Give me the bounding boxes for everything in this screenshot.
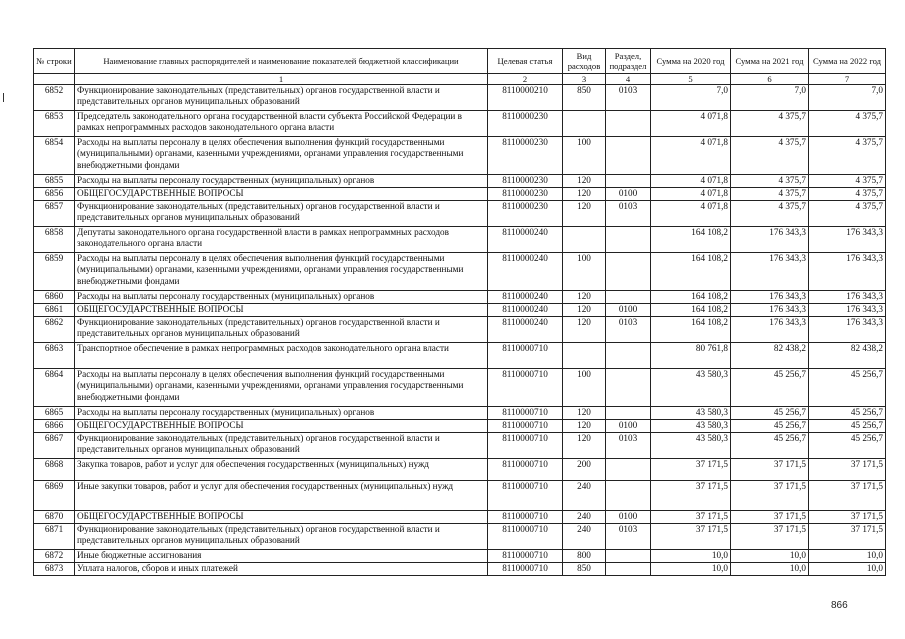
row-name: Расходы на выплаты персоналу в целях обеспечения выполнения функций государственными (муниципальными) органами, казенными учреждениями, органами управления государственными внебюджетными фондами xyxy=(75,253,488,291)
row-target-article: 8110000710 xyxy=(488,550,563,563)
row-number: 6867 xyxy=(34,433,75,459)
row-expense-type: 200 xyxy=(563,459,606,481)
row-section: 0100 xyxy=(606,304,651,317)
row-name: Функционирование законодательных (представительных) органов государственной власти и представительных органов муниципальных образований xyxy=(75,524,488,550)
row-expense-type: 100 xyxy=(563,369,606,407)
row-sum-2021: 45 256,7 xyxy=(731,407,809,420)
row-target-article: 8110000710 xyxy=(488,343,563,369)
row-sum-2021: 176 343,3 xyxy=(731,253,809,291)
header-row-no: № строки xyxy=(34,49,75,74)
margin-mark xyxy=(3,93,4,102)
header-row xyxy=(34,49,886,74)
row-target-article: 8110000710 xyxy=(488,369,563,407)
row-sum-2021: 37 171,5 xyxy=(731,511,809,524)
row-sum-2021: 7,0 xyxy=(731,85,809,111)
row-expense-type: 240 xyxy=(563,524,606,550)
row-sum-2020: 164 108,2 xyxy=(651,291,731,304)
row-target-article: 8110000230 xyxy=(488,188,563,201)
row-sum-2022: 176 343,3 xyxy=(809,227,886,253)
row-sum-2021: 176 343,3 xyxy=(731,227,809,253)
row-name: Иные закупки товаров, работ и услуг для обеспечения государственных (муниципальных) нужд xyxy=(75,481,488,511)
row-sum-2021: 4 375,7 xyxy=(731,137,809,175)
row-name: Функционирование законодательных (представительных) органов государственной власти и представительных органов муниципальных образований xyxy=(75,85,488,111)
row-section xyxy=(606,227,651,253)
row-sum-2022: 176 343,3 xyxy=(809,304,886,317)
row-section: 0103 xyxy=(606,85,651,111)
row-target-article: 8110000230 xyxy=(488,201,563,227)
row-name: Расходы на выплаты персоналу в целях обеспечения выполнения функций государственными (муниципальными) органами, казенными учреждениями, органами управления государственными внебюджетными фондами xyxy=(75,137,488,175)
row-number: 6871 xyxy=(34,524,75,550)
row-sum-2020: 164 108,2 xyxy=(651,317,731,343)
row-number: 6856 xyxy=(34,188,75,201)
table-row xyxy=(34,253,886,291)
column-number: 1 xyxy=(75,74,488,85)
row-section xyxy=(606,563,651,576)
row-number: 6854 xyxy=(34,137,75,175)
table-row xyxy=(34,550,886,563)
row-name: Расходы на выплаты персоналу государственных (муниципальных) органов xyxy=(75,175,488,188)
row-sum-2021: 37 171,5 xyxy=(731,481,809,511)
column-number: 3 xyxy=(563,74,606,85)
row-sum-2022: 45 256,7 xyxy=(809,369,886,407)
row-sum-2021: 4 375,7 xyxy=(731,188,809,201)
row-target-article: 8110000240 xyxy=(488,253,563,291)
table-row xyxy=(34,420,886,433)
row-sum-2022: 37 171,5 xyxy=(809,511,886,524)
row-sum-2022: 37 171,5 xyxy=(809,481,886,511)
column-number: 7 xyxy=(809,74,886,85)
row-target-article: 8110000240 xyxy=(488,227,563,253)
row-number: 6863 xyxy=(34,343,75,369)
row-number: 6862 xyxy=(34,317,75,343)
table-row xyxy=(34,304,886,317)
header-sum-2020: Сумма на 2020 год xyxy=(651,49,731,74)
row-expense-type: 850 xyxy=(563,563,606,576)
row-sum-2022: 82 438,2 xyxy=(809,343,886,369)
table-row xyxy=(34,137,886,175)
row-expense-type xyxy=(563,111,606,137)
column-number-row xyxy=(34,74,886,85)
row-sum-2021: 10,0 xyxy=(731,550,809,563)
row-target-article: 8110000710 xyxy=(488,459,563,481)
header-sum-2021: Сумма на 2021 год xyxy=(731,49,809,74)
row-number: 6868 xyxy=(34,459,75,481)
column-number: 4 xyxy=(606,74,651,85)
row-sum-2020: 164 108,2 xyxy=(651,304,731,317)
table-row xyxy=(34,481,886,511)
row-target-article: 8110000240 xyxy=(488,317,563,343)
row-sum-2022: 4 375,7 xyxy=(809,201,886,227)
row-sum-2020: 43 580,3 xyxy=(651,407,731,420)
row-name: Уплата налогов, сборов и иных платежей xyxy=(75,563,488,576)
row-sum-2020: 4 071,8 xyxy=(651,111,731,137)
row-sum-2020: 43 580,3 xyxy=(651,433,731,459)
row-sum-2021: 82 438,2 xyxy=(731,343,809,369)
row-expense-type: 100 xyxy=(563,137,606,175)
row-expense-type: 120 xyxy=(563,291,606,304)
row-number: 6857 xyxy=(34,201,75,227)
table-row xyxy=(34,563,886,576)
row-number: 6872 xyxy=(34,550,75,563)
budget-table xyxy=(33,48,886,576)
row-sum-2022: 7,0 xyxy=(809,85,886,111)
row-name: Председатель законодательного органа государственной власти субъекта Российской Федерации в рамках непрограммных расходов законодательного органа власти xyxy=(75,111,488,137)
table-row xyxy=(34,201,886,227)
row-section xyxy=(606,137,651,175)
row-expense-type: 240 xyxy=(563,481,606,511)
table-row xyxy=(34,433,886,459)
row-expense-type xyxy=(563,343,606,369)
row-name: Транспортное обеспечение в рамках непрограммных расходов законодательного органа власти xyxy=(75,343,488,369)
column-number: 5 xyxy=(651,74,731,85)
row-sum-2022: 4 375,7 xyxy=(809,111,886,137)
row-sum-2020: 4 071,8 xyxy=(651,201,731,227)
row-section xyxy=(606,175,651,188)
row-sum-2020: 4 071,8 xyxy=(651,188,731,201)
row-target-article: 8110000240 xyxy=(488,291,563,304)
row-target-article: 8110000710 xyxy=(488,563,563,576)
row-expense-type: 240 xyxy=(563,511,606,524)
row-expense-type: 120 xyxy=(563,304,606,317)
row-section xyxy=(606,253,651,291)
row-section: 0103 xyxy=(606,201,651,227)
row-sum-2022: 45 256,7 xyxy=(809,420,886,433)
row-number: 6873 xyxy=(34,563,75,576)
header-section: Раздел, подраздел xyxy=(606,49,651,74)
row-sum-2022: 4 375,7 xyxy=(809,188,886,201)
row-sum-2020: 4 071,8 xyxy=(651,137,731,175)
row-sum-2020: 10,0 xyxy=(651,550,731,563)
row-sum-2020: 43 580,3 xyxy=(651,369,731,407)
row-number: 6860 xyxy=(34,291,75,304)
header-target: Целевая статья xyxy=(488,49,563,74)
row-section xyxy=(606,111,651,137)
row-name: ОБЩЕГОСУДАРСТВЕННЫЕ ВОПРОСЫ xyxy=(75,304,488,317)
row-expense-type: 850 xyxy=(563,85,606,111)
table-header xyxy=(34,49,886,85)
row-number: 6858 xyxy=(34,227,75,253)
row-section: 0100 xyxy=(606,420,651,433)
table-row xyxy=(34,511,886,524)
row-expense-type: 100 xyxy=(563,253,606,291)
row-number: 6865 xyxy=(34,407,75,420)
row-sum-2022: 37 171,5 xyxy=(809,524,886,550)
row-number: 6864 xyxy=(34,369,75,407)
row-sum-2021: 4 375,7 xyxy=(731,201,809,227)
row-name: Расходы на выплаты персоналу в целях обеспечения выполнения функций государственными (муниципальными) органами, казенными учреждениями, органами управления государственными внебюджетными фондами xyxy=(75,369,488,407)
row-sum-2021: 45 256,7 xyxy=(731,433,809,459)
table-row xyxy=(34,407,886,420)
table-row xyxy=(34,188,886,201)
row-sum-2020: 164 108,2 xyxy=(651,253,731,291)
row-sum-2021: 10,0 xyxy=(731,563,809,576)
row-expense-type: 800 xyxy=(563,550,606,563)
row-sum-2020: 37 171,5 xyxy=(651,459,731,481)
header-sum-2022: Сумма на 2022 год xyxy=(809,49,886,74)
row-sum-2022: 10,0 xyxy=(809,550,886,563)
row-section xyxy=(606,343,651,369)
row-sum-2020: 43 580,3 xyxy=(651,420,731,433)
table-row xyxy=(34,227,886,253)
row-sum-2021: 37 171,5 xyxy=(731,459,809,481)
row-sum-2020: 37 171,5 xyxy=(651,524,731,550)
row-sum-2021: 176 343,3 xyxy=(731,317,809,343)
row-name: Расходы на выплаты персоналу государственных (муниципальных) органов xyxy=(75,291,488,304)
row-target-article: 8110000230 xyxy=(488,137,563,175)
row-sum-2022: 45 256,7 xyxy=(809,433,886,459)
row-sum-2021: 176 343,3 xyxy=(731,291,809,304)
row-section xyxy=(606,459,651,481)
row-target-article: 8110000240 xyxy=(488,304,563,317)
row-number: 6866 xyxy=(34,420,75,433)
row-expense-type: 120 xyxy=(563,188,606,201)
row-sum-2022: 45 256,7 xyxy=(809,407,886,420)
row-target-article: 8110000710 xyxy=(488,433,563,459)
row-target-article: 8110000710 xyxy=(488,420,563,433)
row-sum-2021: 4 375,7 xyxy=(731,175,809,188)
row-expense-type: 120 xyxy=(563,433,606,459)
row-name: Депутаты законодательного органа государственной власти в рамках непрограммных расходов законодательного органа власти xyxy=(75,227,488,253)
row-sum-2022: 176 343,3 xyxy=(809,253,886,291)
table-row xyxy=(34,111,886,137)
row-number: 6859 xyxy=(34,253,75,291)
row-target-article: 8110000710 xyxy=(488,481,563,511)
row-expense-type: 120 xyxy=(563,201,606,227)
row-target-article: 8110000710 xyxy=(488,511,563,524)
header-exp-type: Вид расходов xyxy=(563,49,606,74)
row-number: 6869 xyxy=(34,481,75,511)
row-sum-2020: 37 171,5 xyxy=(651,511,731,524)
table-row xyxy=(34,85,886,111)
row-number: 6861 xyxy=(34,304,75,317)
row-sum-2020: 37 171,5 xyxy=(651,481,731,511)
row-section xyxy=(606,291,651,304)
column-number xyxy=(34,74,75,85)
row-number: 6853 xyxy=(34,111,75,137)
row-sum-2021: 176 343,3 xyxy=(731,304,809,317)
row-sum-2021: 4 375,7 xyxy=(731,111,809,137)
row-expense-type: 120 xyxy=(563,407,606,420)
row-expense-type xyxy=(563,227,606,253)
row-name: ОБЩЕГОСУДАРСТВЕННЫЕ ВОПРОСЫ xyxy=(75,420,488,433)
header-name: Наименование главных распорядителей и наименование показателей бюджетной классификации xyxy=(75,49,488,74)
row-expense-type: 120 xyxy=(563,317,606,343)
row-expense-type: 120 xyxy=(563,420,606,433)
row-section xyxy=(606,407,651,420)
row-name: Функционирование законодательных (представительных) органов государственной власти и представительных органов муниципальных образований xyxy=(75,317,488,343)
row-number: 6855 xyxy=(34,175,75,188)
row-sum-2020: 4 071,8 xyxy=(651,175,731,188)
row-sum-2020: 80 761,8 xyxy=(651,343,731,369)
table-row xyxy=(34,369,886,407)
row-name: Закупка товаров, работ и услуг для обеспечения государственных (муниципальных) нужд xyxy=(75,459,488,481)
row-name: ОБЩЕГОСУДАРСТВЕННЫЕ ВОПРОСЫ xyxy=(75,511,488,524)
row-section: 0103 xyxy=(606,317,651,343)
row-name: ОБЩЕГОСУДАРСТВЕННЫЕ ВОПРОСЫ xyxy=(75,188,488,201)
row-sum-2021: 37 171,5 xyxy=(731,524,809,550)
table-row xyxy=(34,524,886,550)
row-target-article: 8110000210 xyxy=(488,85,563,111)
row-sum-2022: 176 343,3 xyxy=(809,291,886,304)
row-sum-2021: 45 256,7 xyxy=(731,369,809,407)
row-sum-2020: 10,0 xyxy=(651,563,731,576)
row-sum-2020: 164 108,2 xyxy=(651,227,731,253)
table-row xyxy=(34,343,886,369)
table-row xyxy=(34,291,886,304)
row-name: Функционирование законодательных (представительных) органов государственной власти и представительных органов муниципальных образований xyxy=(75,433,488,459)
row-sum-2022: 37 171,5 xyxy=(809,459,886,481)
row-number: 6852 xyxy=(34,85,75,111)
row-target-article: 8110000710 xyxy=(488,407,563,420)
row-target-article: 8110000230 xyxy=(488,175,563,188)
row-name: Иные бюджетные ассигнования xyxy=(75,550,488,563)
column-number: 6 xyxy=(731,74,809,85)
row-sum-2020: 7,0 xyxy=(651,85,731,111)
row-sum-2022: 4 375,7 xyxy=(809,175,886,188)
table-row xyxy=(34,317,886,343)
row-name: Расходы на выплаты персоналу государственных (муниципальных) органов xyxy=(75,407,488,420)
row-sum-2022: 10,0 xyxy=(809,563,886,576)
row-expense-type: 120 xyxy=(563,175,606,188)
row-section: 0100 xyxy=(606,188,651,201)
row-section: 0103 xyxy=(606,524,651,550)
row-sum-2022: 4 375,7 xyxy=(809,137,886,175)
table-row xyxy=(34,175,886,188)
row-target-article: 8110000710 xyxy=(488,524,563,550)
table-row xyxy=(34,459,886,481)
column-number: 2 xyxy=(488,74,563,85)
page-number: 866 xyxy=(831,600,848,611)
row-section xyxy=(606,481,651,511)
row-section xyxy=(606,550,651,563)
table-body xyxy=(34,85,886,576)
row-target-article: 8110000230 xyxy=(488,111,563,137)
row-section xyxy=(606,369,651,407)
row-name: Функционирование законодательных (представительных) органов государственной власти и представительных органов муниципальных образований xyxy=(75,201,488,227)
row-sum-2021: 45 256,7 xyxy=(731,420,809,433)
row-section: 0100 xyxy=(606,511,651,524)
row-sum-2022: 176 343,3 xyxy=(809,317,886,343)
row-number: 6870 xyxy=(34,511,75,524)
row-section: 0103 xyxy=(606,433,651,459)
